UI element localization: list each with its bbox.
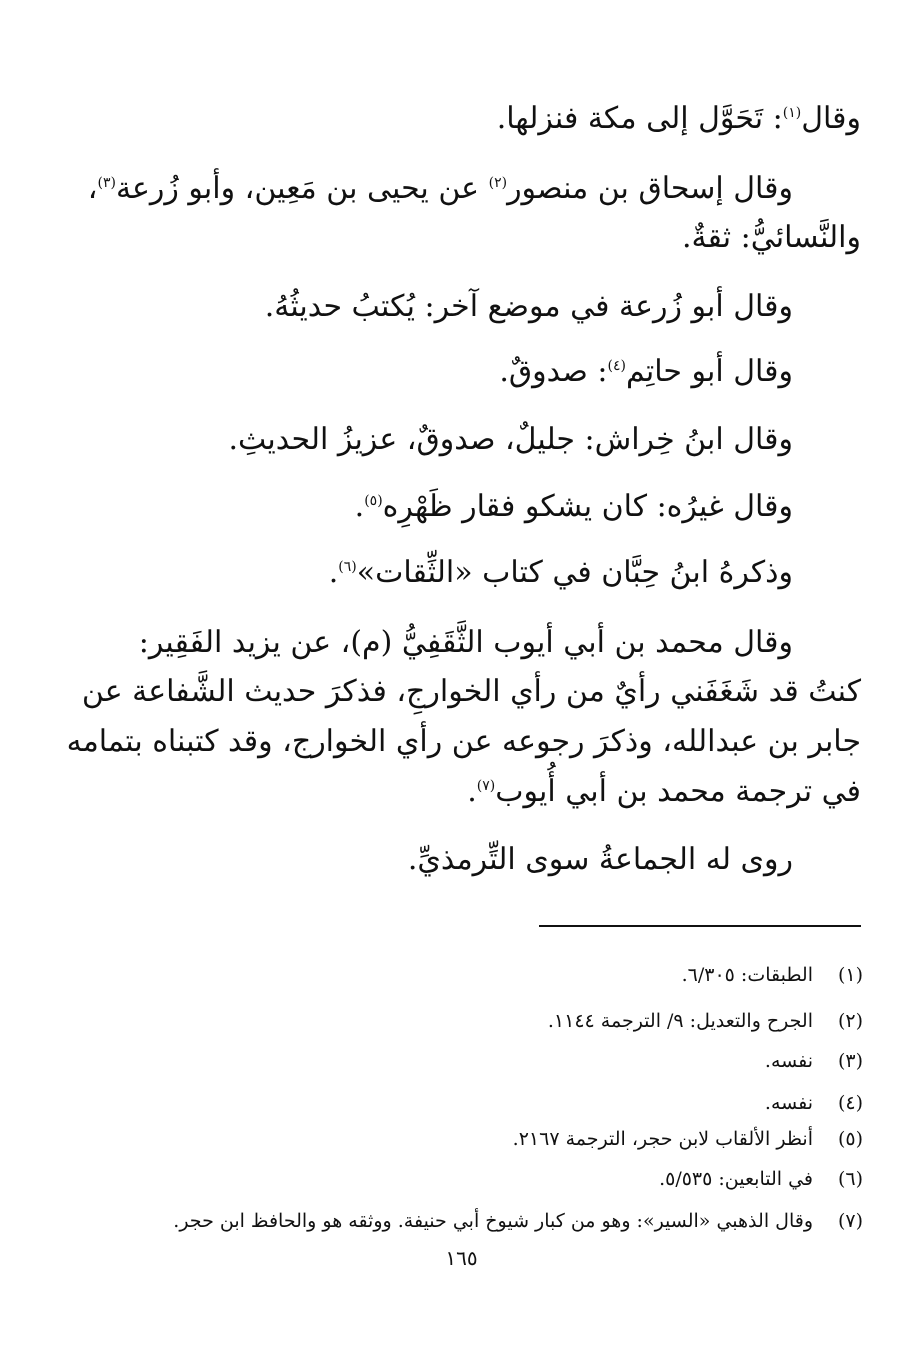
footnote-separator: [539, 925, 861, 927]
text: وقال أبو حاتِم: [625, 354, 793, 389]
paragraph-2-line-2: والنَّسائيُّ: ثقةٌ.: [681, 220, 861, 255]
text: عن يحيى بن مَعِين، وأبو زُرعة: [115, 171, 489, 206]
text: وذكرهُ ابنُ حِبَّان في كتاب «الثِّقات»: [356, 555, 793, 590]
footnote-ref: (٥): [364, 493, 383, 509]
footnote: [513, 1126, 863, 1152]
footnote-ref: (٣): [97, 175, 116, 191]
paragraph-9: روى له الجماعةُ سوى التِّرمذيِّ.: [407, 842, 793, 877]
text: : تَحَوَّل إلى مكة فنزلها.: [496, 101, 783, 136]
footnote-number: (٤): [837, 1092, 863, 1114]
paragraph-7: [329, 551, 793, 595]
paragraph-4: [499, 350, 793, 394]
text: وقال: [801, 101, 861, 136]
footnote-ref: (٤): [607, 358, 626, 374]
text: .: [354, 489, 365, 524]
footnote-number: (٣): [837, 1050, 863, 1072]
paragraph-1: [497, 97, 861, 141]
footnote-text: الجرح والتعديل: ٩/ الترجمة ١١٤٤.: [547, 1010, 813, 1032]
footnote-number: (٦): [837, 1168, 863, 1190]
footnote: [765, 1090, 863, 1116]
paragraph-8-line-3: جابر بن عبدالله، وذكرَ رجوعه عن رأي الخوارج، وقد كتبناه بتمامه: [66, 724, 861, 759]
footnote: [659, 1166, 863, 1192]
text: وقال إسحاق بن منصور: [507, 171, 793, 206]
footnote-ref: (٢): [488, 175, 508, 191]
footnote: [548, 1008, 863, 1034]
paragraph-5: وقال ابنُ خِراش: جليلٌ، صدوقٌ، عزيزُ الحديثِ.: [228, 422, 793, 457]
paragraph-6: [355, 485, 793, 529]
footnote-text: نفسه.: [764, 1050, 813, 1072]
footnote-ref: (٦): [338, 559, 357, 575]
footnote-number: (٥): [837, 1128, 863, 1150]
text: : صدوقٌ.: [499, 354, 608, 389]
footnote-text: في التابعين: ٥/٥٣٥.: [659, 1168, 813, 1190]
footnote-text: نفسه.: [764, 1092, 813, 1114]
text: وقال غيرُه: كان يشكو فقار ظَهْرِه: [382, 489, 793, 524]
footnote-text: وقال الذهبي «السير»: وهو من كبار شيوخ أبي حنيفة. ووثقه هو والحافظ ابن حجر.: [173, 1210, 813, 1232]
paragraph-3: وقال أبو زُرعة في موضع آخر: يُكتبُ حديثُهُ.: [264, 289, 793, 324]
footnote-ref: (٧): [476, 778, 496, 794]
footnote: [682, 962, 863, 988]
text: ،: [87, 171, 98, 206]
footnote-number: (١): [837, 964, 863, 986]
footnote: [765, 1048, 863, 1074]
text: .: [467, 774, 477, 809]
footnote: [173, 1208, 863, 1234]
paragraph-8-line-4: [467, 770, 861, 814]
footnote-text: الطبقات: ٦/٣٠٥.: [681, 964, 813, 986]
text: في ترجمة محمد بن أبي أُيوب: [495, 774, 861, 809]
footnote-ref: (١): [782, 105, 802, 121]
paragraph-8-line-2: كنتُ قد شَغَفَني رأيٌ من رأي الخوارجِ، فذكرَ حديث الشَّفاعة عن: [81, 674, 861, 709]
paragraph-2-line-1: [88, 167, 793, 211]
footnote-number: (٢): [837, 1010, 863, 1032]
page-number: ١٦٥: [445, 1246, 478, 1270]
text: .: [328, 555, 339, 590]
footnote-text: أنظر الألقاب لابن حجر، الترجمة ٢١٦٧.: [512, 1128, 813, 1150]
paragraph-8-line-1: وقال محمد بن أبي أيوب الثَّقَفِيُّ (م)، عن يزيد الفَقِير:: [138, 625, 793, 660]
footnote-number: (٧): [837, 1210, 863, 1232]
